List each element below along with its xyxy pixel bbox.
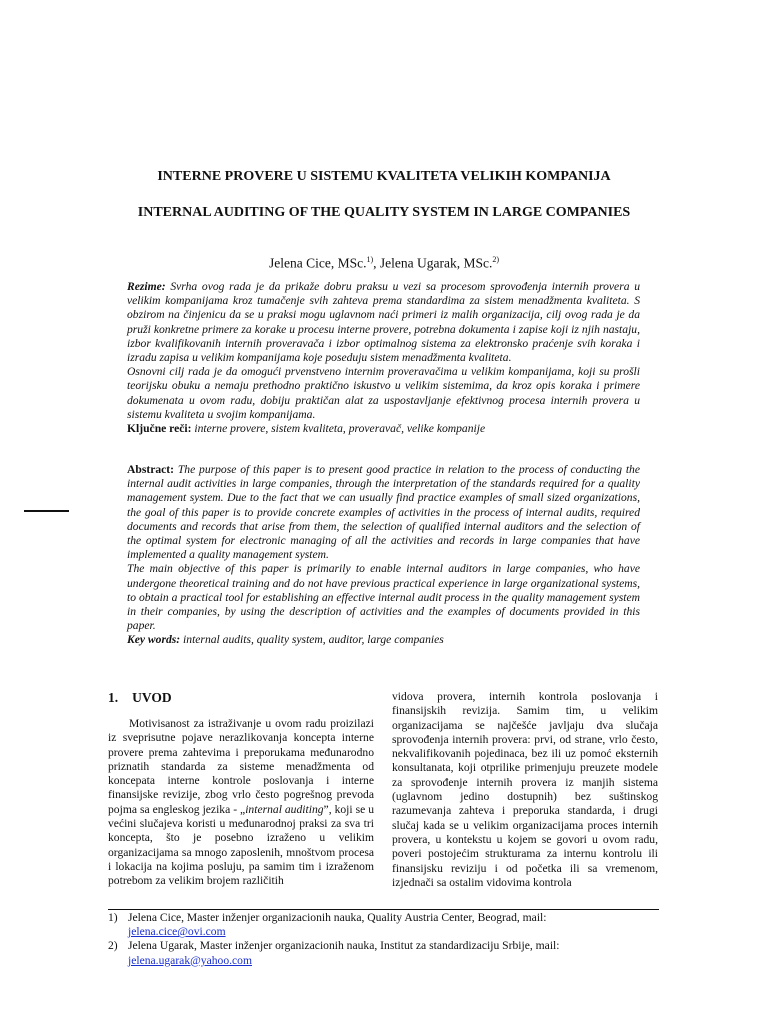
rezime-block [127,280,640,436]
intro-term: internal auditing [245,802,324,816]
intro-paragraph [108,717,374,889]
abstract-keywords-value: internal audits, quality system, auditor, large companies [183,633,444,647]
footnote-2-email-link[interactable]: jelena.ugarak@yahoo.com [128,953,252,967]
margin-mark [24,510,69,512]
footnote-1-body [128,911,668,939]
footnote-2-mark: 2) [108,939,118,953]
authors-line [100,252,668,272]
author-1-name: Jelena Cice, MSc. [268,255,367,271]
rezime-keywords [127,422,640,436]
body-column-left [108,690,374,889]
author-2-footnote-ref: 2) [492,255,500,264]
rezime-keywords-label: Ključne reči: [127,422,192,436]
section-title: UVOD [132,690,172,705]
rezime-text-1: Svrha ovog rada je da prikaže dobru praksu u vezi sa procesom sprovođenja internih provera u velikim kompanijama kroz tumačenje svih zahteva prema standardima za sistem menadžmenta kvaliteta. S obzirom na činjenicu da se u praksi mogu uglavnom naći primeri iz malih organizacija, cilj ovog rada je da pruži konkretne primere za korake u procesu interne provere, potrebna dokumenta i zapise koji iz njih nastaju, izbor kvalifikovanih internih proveravača i izbor optimalnog sistema za elektronsko praćenje svih koraka i izradu zapisa u velikim kompanijama koje poseduju sistem menadžmenta kvaliteta. [127,280,640,365]
rezime-label: Rezime: [127,280,166,293]
footnote-2-text: Jelena Ugarak, Master inženjer organizacionih nauka, Institut za standardizaciju Srbije, mail: [128,939,560,953]
section-number: 1. [108,690,119,705]
abstract-text-1: The purpose of this paper is to present good practice in relation to the process of conducting the internal audit activities in large companies, through the interpretation of the standards required for a quality management system. Due to the fact that we can usually find practice examples of small sized organizations, the goal of this paper is to provide concrete examples of activities in the process of internal audits, required documents and records that arise from them, the selection of qualified internal auditors and the selection of the optimal system for electronic managing of all the activities and records in large companies that have implemented a quality management system. [127,463,640,562]
rezime-paragraph-2: Osnovni cilj rada je da omogući prvenstveno internim proveravačima u velikim kompanijama, koji su prošli teorijsku obuku a nemaju prethodno praktično iskustvo u velikim sistemima, da kroz opis koraka i primere dokumenata u ovom radu, dobiju praktičan alat za uspostavljanje efektivnog procesa internih provera u sistemu kvaliteta u svojim kompanijama. [127,365,640,421]
rezime-keywords-value: interne provere, sistem kvaliteta, proveravač, velike kompanije [194,422,486,436]
author-separator: , [373,255,380,271]
title-serbian: INTERNE PROVERE U SISTEMU KVALITETA VELIKIH KOMPANIJA [157,169,611,184]
intro-paragraph-continued: vidova provera, internih kontrola poslovanja i finansijskih revizija. Samim tim, u velikim organizacijama se najčešće javljaju dva slučaja sprovođenja internih provera: prvi, od strane, vrlo često, nekvalifikovanih pojedinaca, bez ili uz pomoć eksternih konsultanata, koji otprilike primenjuju preuzete modele za sprovođenje internih provera iz manjih sistema (uglavnom jedino dostupnih) bez suštinskog razumevanja zahteva i preporuka standarda, i drugi slučaj kada se u velikim organizacijama proces internih provera, u kontekstu u kojem se govori u ovom radu, poveri postojećim strukturama za internu kontrolu ili finansijsku reviziju i od početka ili sa vremenom, izjednači sa ostalim vidovima kontrola [392,690,658,889]
abstract-keywords [127,633,640,647]
intro-text-a: Motivisanost za istraživanje u ovom radu proizilazi iz sveprisutne pojave nerazlikovanja koncepta interne provere prema zahtevima i preporukama međunarodno priznatih standarda za sisteme menadžmenta od koncepata interne kontrole poslovanja i interne finansijske revizije, zbog vrlo često pogrešnog prevoda pojma sa engleskog jezika - „ [108,717,374,816]
footnote-1-email-link[interactable]: jelena.cice@ovi.com [128,925,226,939]
footnote-divider [108,909,659,910]
abstract-paragraph-2: The main objective of this paper is primarily to enable internal auditors in large companies, who have undergone theoretical training and do not have previous practical experience in large organizational systems, to obtain a practical tool for establishing an effective internal audit process in the quality management system in their companies, by using the description of activities and the examples of documents provided in this paper. [127,562,640,633]
rezime-paragraph-1 [127,280,640,365]
intro-text-b: ”, koji se u većini slučajeva koristi u međunarodnoj praksi za sva tri koncepta, što je posebno izraženo u velikim organizacijama sa mnogo zaposlenih, mnoštvom procesa i lokacija na kojima posluju, pa samim tim i izraženom potrebom za velikim brojem različitih [108,802,375,888]
author-2-name: Jelena Ugarak, MSc. [379,255,493,271]
abstract-paragraph-1 [127,463,640,562]
title-english: INTERNAL AUDITING OF THE QUALITY SYSTEM IN LARGE COMPANIES [137,205,631,220]
footnote-1-text: Jelena Cice, Master inženjer organizacionih nauka, Quality Austria Center, Beograd, mail: [128,911,547,924]
footnote-2-body [128,939,668,967]
body-column-right [392,690,658,890]
footnote-1-mark: 1) [108,911,118,924]
section-heading [108,690,374,706]
footnote-2 [108,939,668,967]
abstract-keywords-label: Key words: [127,633,181,647]
abstract-block [127,463,640,648]
footnotes [108,911,668,968]
author-1-footnote-ref: 1) [366,255,374,264]
footnote-1 [108,911,668,939]
abstract-label: Abstract: [127,463,175,476]
